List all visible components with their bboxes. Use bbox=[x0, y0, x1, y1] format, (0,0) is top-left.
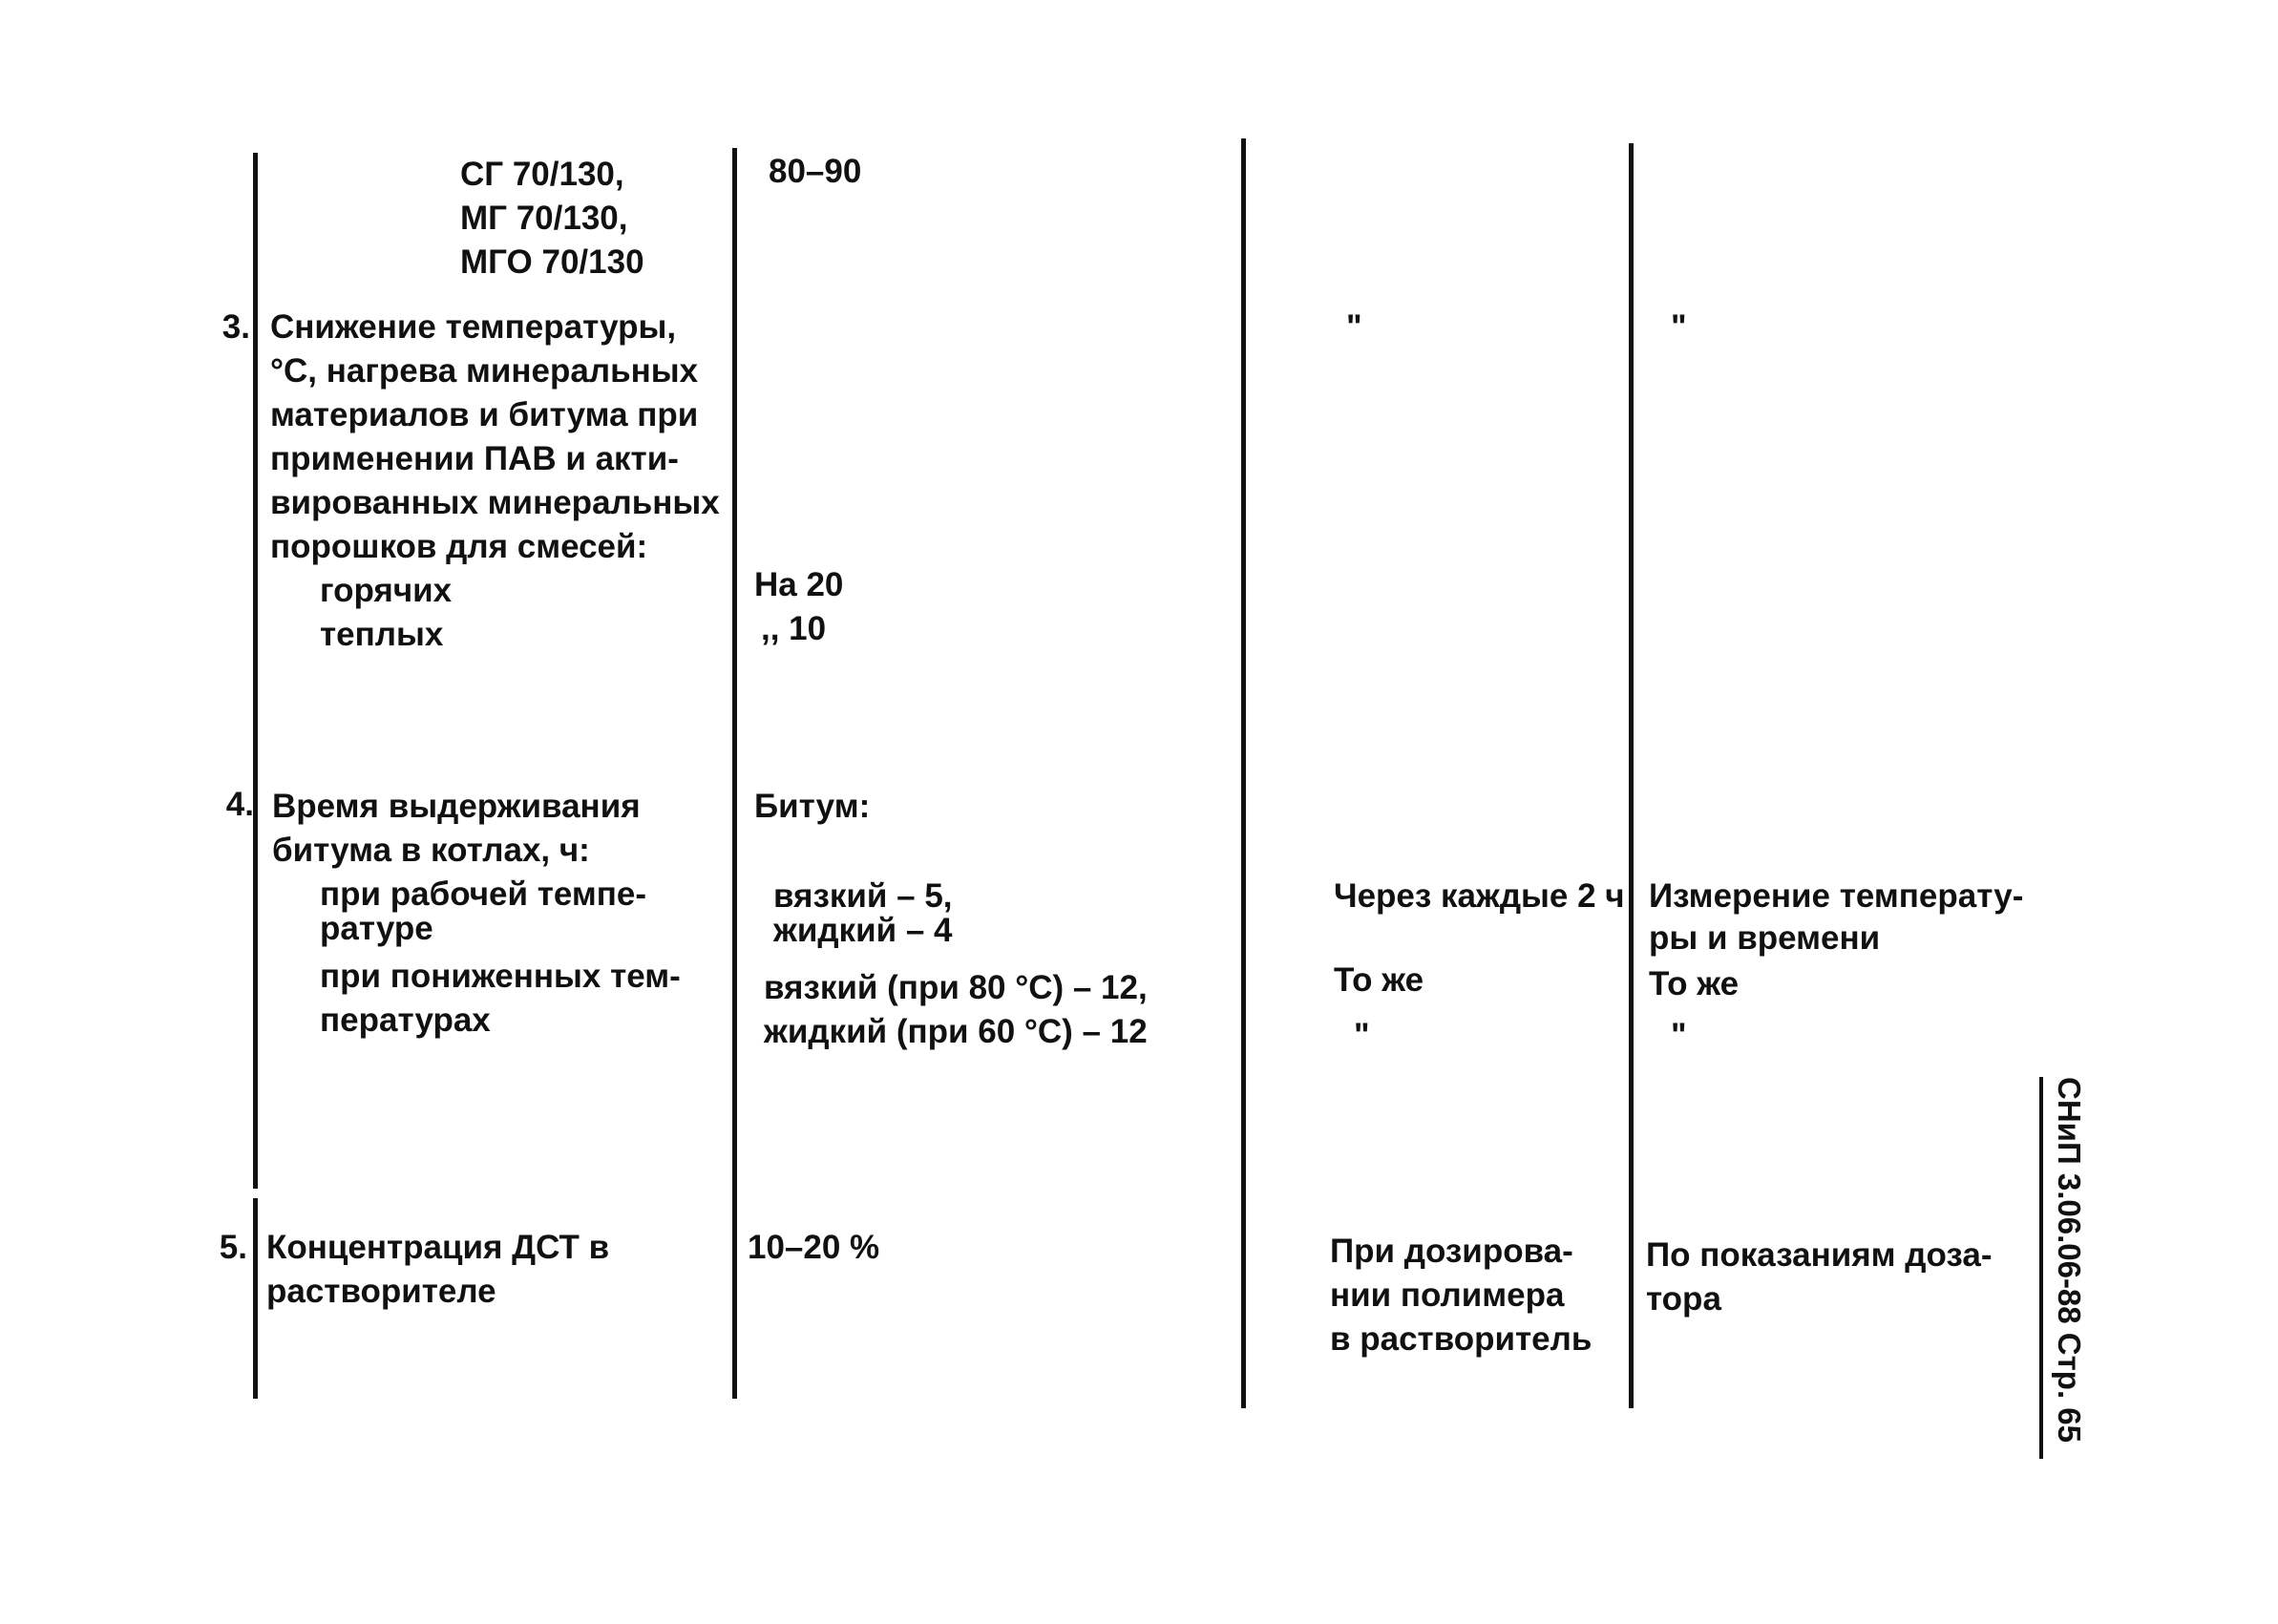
row4-col3-ditto: " bbox=[1354, 1017, 1370, 1054]
row5-value: 10–20 % bbox=[748, 1229, 880, 1266]
row5-col4-line-2: тора bbox=[1646, 1280, 1721, 1318]
row4-col3-every-2h: Через каждые 2 ч bbox=[1334, 877, 1625, 915]
row3-line-5: вированных минеральных bbox=[270, 484, 720, 521]
row3-number: 3. bbox=[221, 308, 250, 346]
row4-col4-ditto: " bbox=[1671, 1017, 1687, 1054]
column-rule-1b bbox=[253, 1198, 258, 1399]
row3-line-1: Снижение температуры, bbox=[270, 308, 677, 346]
row4-value2-line-2: жидкий (при 60 °С) – 12 bbox=[764, 1013, 1148, 1050]
row5-col3-line-1: При дозирова- bbox=[1330, 1233, 1573, 1270]
row4-col4-line-2: ры и времени bbox=[1649, 919, 1881, 957]
row5-col3-line-2: нии полимера bbox=[1330, 1276, 1565, 1314]
row5-number: 5. bbox=[219, 1229, 247, 1266]
row3-sub-hot: горячих bbox=[320, 572, 453, 609]
row3-line-4: применении ПАВ и акти- bbox=[270, 440, 679, 477]
row4-value2-line-1: вязкий (при 80 °С) – 12, bbox=[764, 969, 1148, 1006]
column-rule-3 bbox=[1241, 138, 1246, 1408]
row5-col4-line-1: По показаниям доза- bbox=[1646, 1236, 1993, 1274]
row5-line-2: растворителе bbox=[266, 1273, 496, 1310]
row4-sub2-line-2: пературах bbox=[320, 1002, 491, 1039]
row3-col3-ditto: " bbox=[1346, 308, 1362, 346]
row4-col4-line-1: Измерение температу- bbox=[1649, 877, 2024, 915]
row4-sub2-line-1: при пониженных тем- bbox=[320, 958, 681, 995]
column-rule-1a bbox=[253, 153, 258, 1189]
row3-value-warm: ,, 10 bbox=[761, 610, 827, 647]
document-page-label: СНиП 3.06.06-88 Стр. 65 bbox=[2039, 1077, 2091, 1459]
column-rule-2 bbox=[732, 148, 737, 1399]
row4-value1-line-1: вязкий – 5, bbox=[773, 877, 953, 915]
row3-sub-warm: теплых bbox=[320, 616, 444, 653]
row5-line-1: Концентрация ДСТ в bbox=[266, 1229, 610, 1266]
grade-value: 80–90 bbox=[769, 153, 862, 190]
row4-value1-line-2: жидкий – 4 bbox=[773, 912, 953, 949]
row3-line-3: материалов и битума при bbox=[270, 396, 699, 433]
grade-line-1: СГ 70/130, bbox=[460, 156, 624, 193]
row4-value-header: Битум: bbox=[754, 788, 871, 825]
row4-col3-same: То же bbox=[1334, 961, 1424, 999]
grade-line-2: МГ 70/130, bbox=[460, 200, 628, 237]
row4-col4-same: То же bbox=[1649, 965, 1740, 1002]
row3-value-hot: На 20 bbox=[754, 566, 844, 603]
row3-line-6: порошков для смесей: bbox=[270, 528, 648, 565]
row4-number: 4. bbox=[225, 786, 254, 823]
row3-line-2: °С, нагрева минеральных bbox=[270, 352, 699, 390]
row4-sub1-line-2: ратуре bbox=[320, 910, 433, 947]
row4-sub1-line-1: при рабочей темпе- bbox=[320, 875, 647, 913]
row3-col4-ditto: " bbox=[1671, 308, 1687, 346]
row5-col3-line-3: в растворитель bbox=[1330, 1320, 1592, 1358]
grade-line-3: МГО 70/130 bbox=[460, 243, 644, 281]
row4-line-2: битума в котлах, ч: bbox=[272, 832, 590, 869]
row4-line-1: Время выдерживания bbox=[272, 788, 641, 825]
column-rule-4 bbox=[1629, 143, 1634, 1408]
